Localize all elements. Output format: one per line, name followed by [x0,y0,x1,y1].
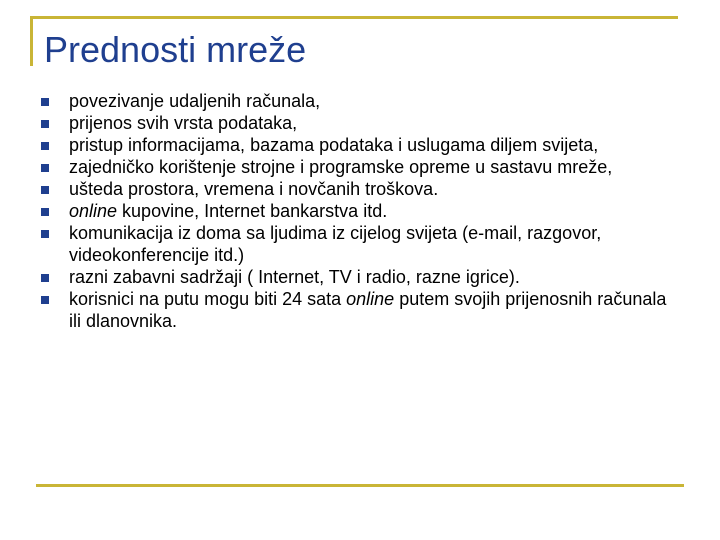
bullet-item [40,266,680,288]
bullet-text: korisnici na putu mogu biti 24 sata [69,289,347,309]
bullet-item [40,90,680,112]
square-bullet-icon [41,120,49,128]
slide-title: Prednosti mreže [44,29,307,70]
bullet-text: razni zabavni sadržaji ( Internet, TV i radio, razne igrice). [69,267,520,287]
bullet-text: komunikacija iz doma sa ljudima iz cijelog svijeta (e-mail, razgovor, videokonferencije itd.) [69,223,602,265]
square-bullet-icon [41,142,49,150]
square-bullet-icon [41,208,49,216]
bullet-text: online [346,289,395,309]
bullet-text: putem svojih prijenosnih računala ili dlanovnika. [69,289,667,331]
square-bullet-icon [41,186,49,194]
bullet-text: pristup informacijama, bazama podataka i uslugama diljem svijeta, [69,135,599,155]
bullet-item [40,134,680,156]
bullet-text: prijenos svih vrsta podataka, [69,113,298,133]
square-bullet-icon [41,98,49,106]
bullet-item [40,156,680,178]
bullet-item [40,200,680,222]
bullet-text: kupovine, Internet bankarstva itd. [117,201,388,221]
bullet-text: ušteda prostora, vremena i novčanih troškova. [69,179,439,199]
frame-left-line [30,16,33,66]
square-bullet-icon [41,164,49,172]
bullet-item [40,288,680,332]
bullet-item [40,178,680,200]
square-bullet-icon [41,230,49,238]
bullet-text: povezivanje udaljenih računala, [69,91,321,111]
bullet-item [40,112,680,134]
bullet-text: zajedničko korištenje strojne i programske opreme u sastavu mreže, [69,157,613,177]
square-bullet-icon [41,274,49,282]
bullet-text: online [69,201,118,221]
square-bullet-icon [41,296,49,304]
bullet-item [40,222,680,266]
frame-top-line [30,16,678,19]
bullet-list [40,90,680,332]
frame-bottom-line [36,484,684,487]
